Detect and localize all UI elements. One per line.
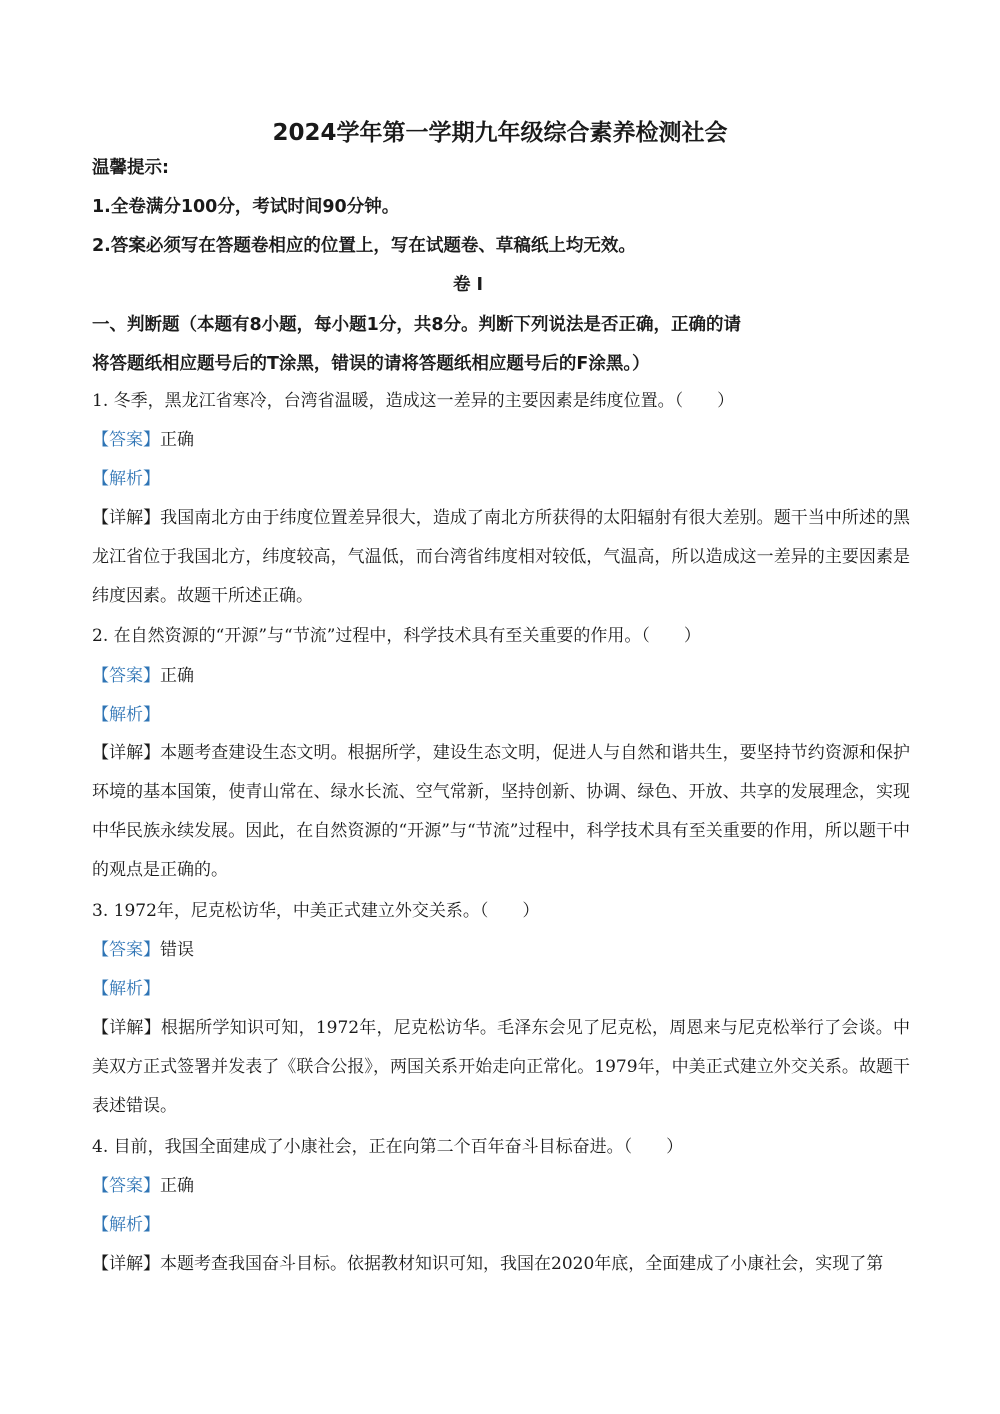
answer-label: 【答案】 — [92, 666, 160, 686]
q3-answer-row — [92, 938, 194, 962]
detail-label: 【详解】 — [92, 1254, 160, 1274]
q4-answer-row — [92, 1174, 194, 1198]
question-4: 4. 目前，我国全面建成了小康社会，正在向第二个百年奋斗目标奋进。（ ） — [92, 1137, 684, 1157]
section-instructions-line-1: 一、判断题（本题有8小题，每小题1分，共8分。判断下列说法是否正确，正确的请 — [92, 315, 742, 335]
question-3: 3. 1972年，尼克松访华，中美正式建立外交关系。（ ） — [92, 901, 540, 921]
tips-item-1: 1.全卷满分100分，考试时间90分钟。 — [92, 197, 400, 217]
answer-label: 【答案】 — [92, 940, 160, 960]
volume-heading: 卷 I — [452, 275, 484, 295]
q1-analysis-label: 【解析】 — [92, 469, 160, 489]
q3-detail — [92, 1009, 910, 1126]
q1-detail — [92, 499, 910, 616]
tips-item-2: 2.答案必须写在答题卷相应的位置上，写在试题卷、草稿纸上均无效。 — [92, 236, 636, 256]
q3-answer: 错误 — [160, 940, 194, 960]
q4-detail — [92, 1245, 910, 1284]
page-title: 2024学年第一学期九年级综合素养检测社会 — [272, 120, 728, 146]
q4-analysis-label: 【解析】 — [92, 1215, 160, 1235]
detail-label: 【详解】 — [92, 743, 161, 763]
detail-label: 【详解】 — [92, 508, 161, 528]
section-instructions-line-2: 将答题纸相应题号后的T涂黑，错误的请将答题纸相应题号后的F涂黑。） — [92, 354, 650, 374]
q2-detail — [92, 734, 910, 890]
answer-label: 【答案】 — [92, 430, 160, 450]
q1-answer-row — [92, 428, 194, 452]
detail-label: 【详解】 — [92, 1018, 161, 1038]
q4-detail-text: 本题考查我国奋斗目标。依据教材知识可知，我国在2020年底，全面建成了小康社会，实现了第 — [160, 1254, 884, 1274]
q2-answer-row — [92, 664, 194, 688]
q3-analysis-label: 【解析】 — [92, 979, 160, 999]
q2-analysis-label: 【解析】 — [92, 705, 160, 725]
q1-detail-text: 我国南北方由于纬度位置差异很大，造成了南北方所获得的太阳辐射有很大差别。题干当中所述的黑龙江省位于我国北方，纬度较高，气温低，而台湾省纬度相对较低，气温高，所以造成这一差异的主要因素是纬度因素。故题干所述正确。 — [92, 508, 910, 606]
question-1: 1. 冬季，黑龙江省寒冷，台湾省温暖，造成这一差异的主要因素是纬度位置。（ ） — [92, 391, 735, 411]
q4-answer: 正确 — [160, 1176, 194, 1196]
answer-label: 【答案】 — [92, 1176, 160, 1196]
q2-answer: 正确 — [160, 666, 194, 686]
tips-heading: 温馨提示: — [92, 158, 169, 178]
q1-answer: 正确 — [160, 430, 194, 450]
question-2: 2. 在自然资源的“开源”与“节流”过程中，科学技术具有至关重要的作用。（ ） — [92, 626, 701, 646]
q3-detail-text: 根据所学知识可知，1972年，尼克松访华。毛泽东会见了尼克松，周恩来与尼克松举行了会谈。中美双方正式签署并发表了《联合公报》，两国关系开始走向正常化。1979年，中美正式建立外交关系。故题干表述错误。 — [92, 1018, 911, 1116]
q2-detail-text: 本题考查建设生态文明。根据所学，建设生态文明，促进人与自然和谐共生，要坚持节约资源和保护环境的基本国策，使青山常在、绿水长流、空气常新，坚持创新、协调、绿色、开放、共享的发展理念，实现中华民族永续发展。因此，在自然资源的“开源”与“节流”过程中，科学技术具有至关重要的作用，所以题干中的观点是正确的。 — [92, 743, 910, 880]
